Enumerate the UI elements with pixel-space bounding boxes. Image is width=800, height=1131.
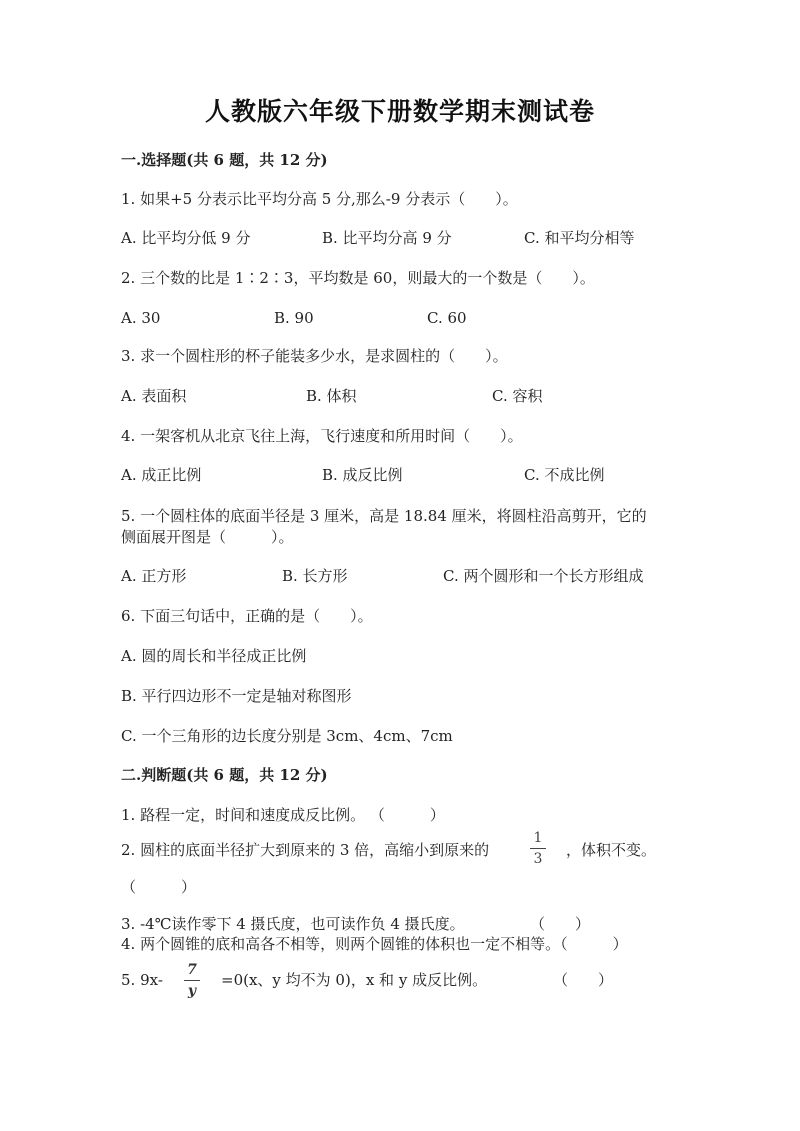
q3-option-c: C. 容积 xyxy=(492,387,543,405)
fraction-denominator: 3 xyxy=(533,851,543,867)
judge-question-4: 4. 两个圆锥的底和高各不相等，则两个圆锥的体积也一定不相等。（ ） xyxy=(121,935,628,953)
q6-option-a: A. 圆的周长和半径成正比例 xyxy=(121,647,307,665)
fraction-numerator: 7 xyxy=(187,962,197,978)
judge-question-3-paren: （ ） xyxy=(530,915,591,933)
q2-option-a: A. 30 xyxy=(121,309,161,327)
fraction-bar xyxy=(184,980,200,981)
q2-option-b: B. 90 xyxy=(274,309,314,327)
section-heading-judge: 二.判断题(共 6 题，共 12 分) xyxy=(121,766,328,784)
q4-option-c: C. 不成比例 xyxy=(524,466,605,484)
q5-option-c: C. 两个圆形和一个长方形组成 xyxy=(443,567,644,585)
fraction-seven-over-y xyxy=(182,962,202,999)
q4-option-a: A. 成正比例 xyxy=(121,466,202,484)
q5-option-a: A. 正方形 xyxy=(121,567,187,585)
question-5-line2: 侧面展开图是（ ）。 xyxy=(121,528,294,546)
question-1: 1. 如果+5 分表示比平均分高 5 分,那么-9 分表示（ ）。 xyxy=(121,190,518,208)
question-6: 6. 下面三句话中，正确的是（ ）。 xyxy=(121,607,373,625)
judge-question-5-text: =0(x、y 均不为 0)，x 和 y 成反比例。 xyxy=(221,971,488,989)
judge-question-5-paren: （ ） xyxy=(553,971,614,989)
judge-question-1: 1. 路程一定，时间和速度成反比例。 （ ） xyxy=(121,806,445,824)
judge-question-3: 3. -4℃读作零下 4 摄氏度，也可读作负 4 摄氏度。 xyxy=(121,915,465,933)
q3-option-b: B. 体积 xyxy=(306,387,357,405)
judge-question-2-tail: ，体积不变。 xyxy=(566,841,657,859)
question-5-line1: 5. 一个圆柱体的底面半径是 3 厘米，高是 18.84 厘米，将圆柱沿高剪开，它的 xyxy=(121,507,647,525)
q1-option-a: A. 比平均分低 9 分 xyxy=(121,229,251,247)
question-3: 3. 求一个圆柱形的杯子能装多少水，是求圆柱的（ ）。 xyxy=(121,347,508,365)
fraction-numerator: 1 xyxy=(533,830,543,846)
judge-question-2-paren: （ ） xyxy=(121,878,197,896)
fraction-bar xyxy=(530,848,546,849)
q2-option-c: C. 60 xyxy=(427,309,467,327)
fraction-denominator: y xyxy=(187,983,197,999)
page-title: 人教版六年级下册数学期末测试卷 xyxy=(204,97,595,126)
q1-option-c: C. 和平均分相等 xyxy=(524,229,635,247)
q6-option-c: C. 一个三角形的边长度分别是 3cm、4cm、7cm xyxy=(121,727,453,745)
question-4: 4. 一架客机从北京飞往上海，飞行速度和所用时间（ ）。 xyxy=(121,427,523,445)
q6-option-b: B. 平行四边形不一定是轴对称图形 xyxy=(121,687,352,705)
question-2: 2. 三个数的比是 1∶2∶3，平均数是 60，则最大的一个数是（ ）。 xyxy=(121,269,595,287)
judge-question-5-lead: 5. 9x- xyxy=(121,971,163,989)
q4-option-b: B. 成反比例 xyxy=(322,466,403,484)
fraction-one-third xyxy=(528,830,548,867)
q1-option-b: B. 比平均分高 9 分 xyxy=(322,229,452,247)
q3-option-a: A. 表面积 xyxy=(121,387,187,405)
section-heading-choice: 一.选择题(共 6 题，共 12 分) xyxy=(121,151,328,169)
q5-option-b: B. 长方形 xyxy=(282,567,348,585)
judge-question-2-text: 2. 圆柱的底面半径扩大到原来的 3 倍，高缩小到原来的 xyxy=(121,841,490,859)
